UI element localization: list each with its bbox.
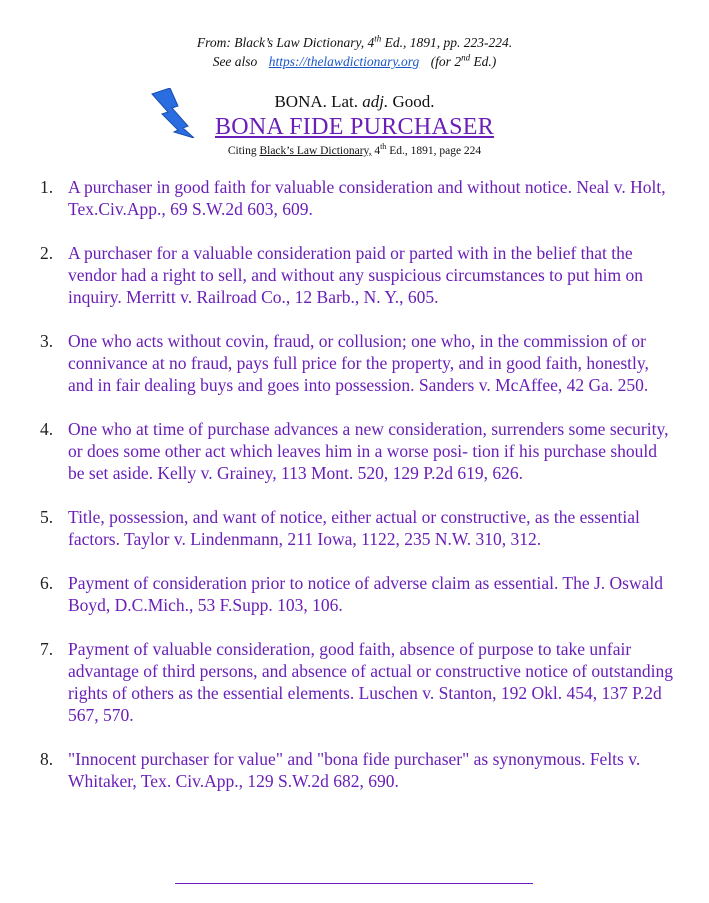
source-suffix: Ed., 1891, pp. 223-224. [381,35,513,50]
see-also-line [0,52,709,71]
see-also-label: See also [212,54,258,69]
definition-item [40,242,675,308]
definition-text: One who acts without covin, fraud, or collusion; one who, in the commission of or connivance at no fraud, pays full price for the property, and in good faith, honestly, and in fair dealing buys and goes into possession. Sanders v. McAffee, 42 Ga. 250. [68,331,649,395]
citing-suffix: Ed., 1891, page 224 [389,145,482,157]
law-dictionary-link[interactable]: https://thelawdictionary.org [268,54,420,69]
citing-edition: 4 [374,145,381,157]
definition-number: 2. [40,243,54,263]
source-prefix: From: Black’s Law Dictionary, 4 [196,35,375,50]
definition-number: 8. [40,749,54,769]
term-word: BONA. [274,92,327,111]
bottom-divider [175,883,533,884]
definition-item [40,330,675,396]
definition-number: 3. [40,331,54,351]
definition-text: Title, possession, and want of notice, either actual or constructive, as the essential factors. Taylor v. Lindenmann, 211 Iowa, 1122, 235 N.W. 310, 312. [68,507,640,549]
definition-text: Payment of consideration prior to notice of adverse claim as essential. The J. Oswald Boyd, D.C.Mich., 53 F.Supp. 103, 106. [68,573,663,615]
definition-number: 5. [40,507,54,527]
definition-text: "Innocent purchaser for value" and "bona fide purchaser" as synonymous. Felts v. Whitaker, Tex. Civ.App., 129 S.W.2d 682, 690. [68,749,641,791]
definition-item [40,418,675,484]
source-sup: th [374,33,382,44]
definition-item [40,506,675,550]
source-header [0,33,709,71]
definition-item [40,638,675,726]
definition-number: 6. [40,573,54,593]
term-line [0,92,709,112]
definitions-list [40,176,675,792]
definition-item [40,572,675,616]
definition-text: A purchaser for a valuable consideration paid or parted with in the belief that the vendor had a right to sell, and without any suspicious circumstances to put him on inquiry. Merritt v. Railroad Co., 12 Barb., N. Y., 605. [68,243,643,307]
definition-number: 7. [40,639,54,659]
definition-text: Payment of valuable consideration, good faith, absence of purpose to take unfair advantage of third persons, and absence of actual or constructive notice of outstanding rights of others as the essential elements. Luschen v. Stanton, 192 Okl. 454, 137 P.2d 567, 570. [68,639,674,725]
definition-item [40,748,675,792]
term-pos: adj. [362,92,389,111]
definition-number: 4. [40,419,54,439]
definition-number: 1. [40,177,54,197]
citing-line [0,142,709,157]
definition-text: One who at time of purchase advances a new consideration, surrenders some security, or does some other act which leaves him in a worse posi- tion if his purchase should be set aside. Kelly v. Grainey, 113 Mont. 520, 129 P.2d 619, 626. [68,419,669,483]
citing-book: Black’s Law Dictionary, [259,145,372,157]
definition-text: A purchaser in good faith for valuable consideration and without notice. Neal v. Holt, Tex.Civ.App., 69 S.W.2d 603, 609. [68,177,666,219]
term-meaning: Good. [392,92,435,111]
source-line [0,33,709,52]
definition-item [40,176,675,220]
term-lang: Lat. [331,92,359,111]
edition-note: (for 2nd Ed.) [430,52,497,69]
citing-sup: th [380,142,387,152]
page-title: BONA FIDE PURCHASER [214,114,495,140]
citing-prefix: Citing [227,145,257,157]
